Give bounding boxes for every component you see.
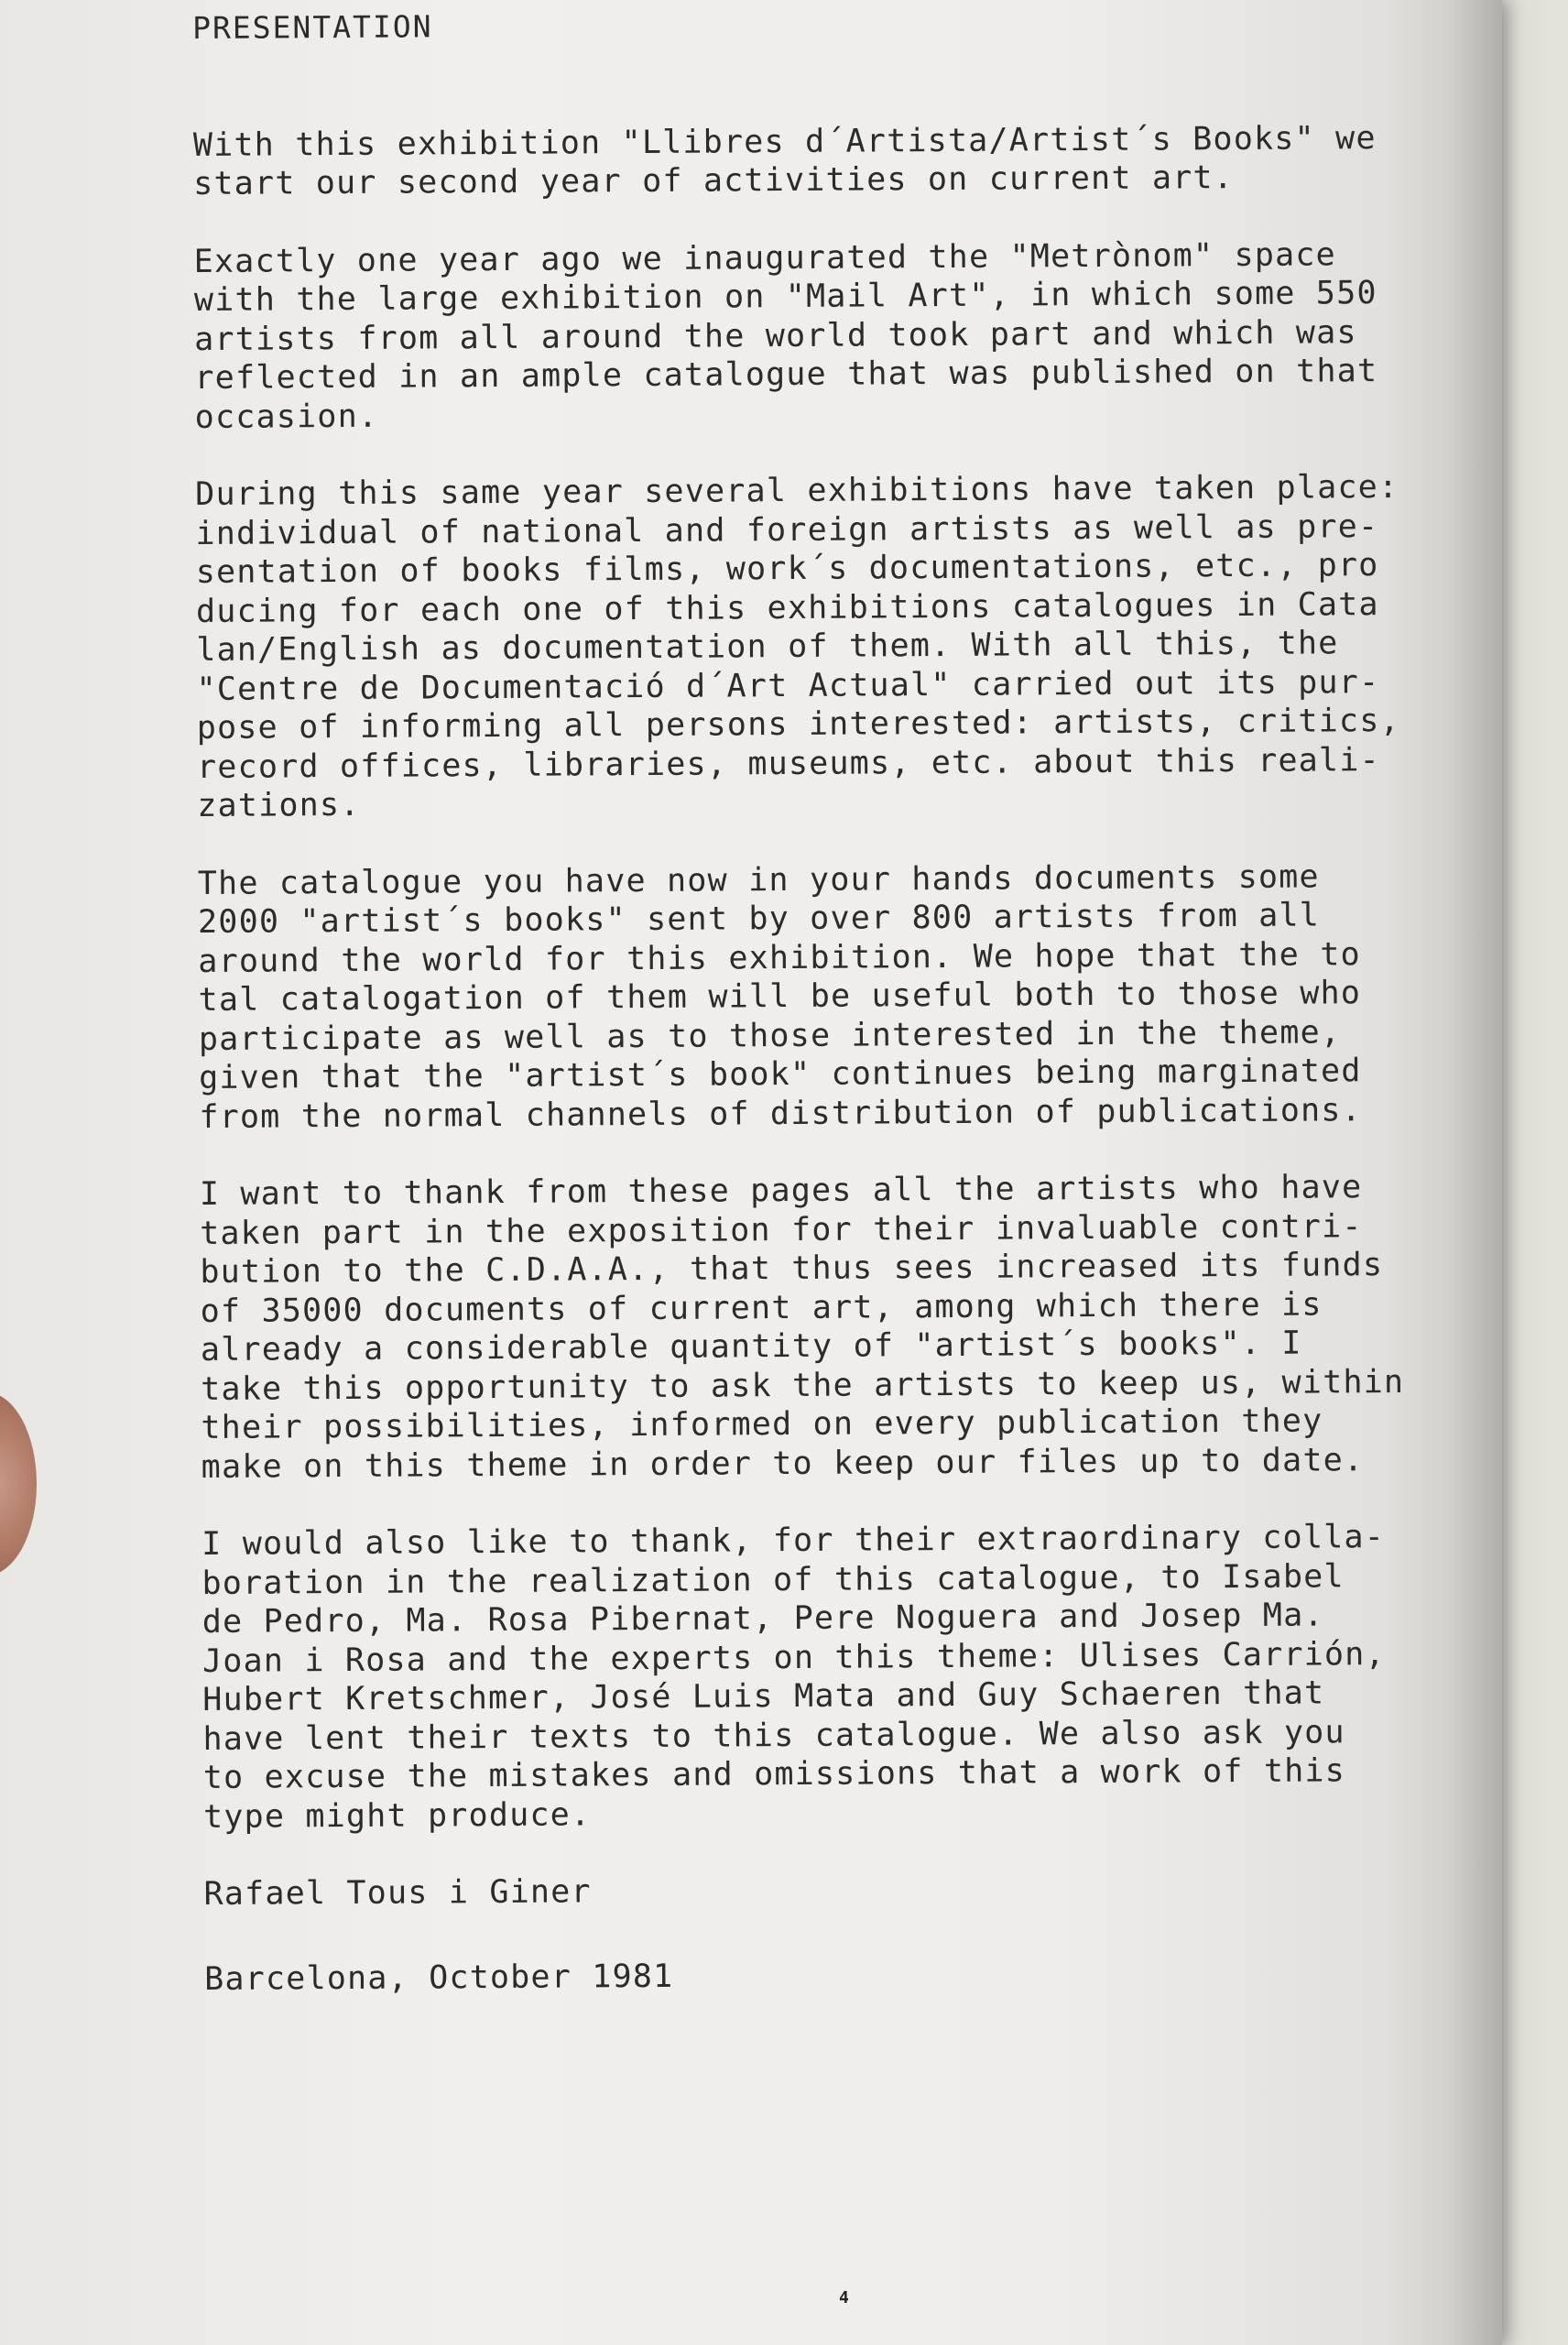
text-line: around the world for this exhibition. We hope that the to	[198, 935, 1361, 980]
text-line: record offices, libraries, museums, etc. about this reali-	[196, 741, 1380, 786]
text-line: sentation of books films, work´s documentations, etc., pro	[195, 547, 1379, 591]
text-line: artists from all around the world took part and which was	[194, 313, 1357, 358]
text-line: have lent their texts to this catalogue. We also ask you	[202, 1713, 1345, 1758]
text-line: reflected in an ample catalogue that was published on that	[194, 353, 1378, 397]
text-line: The catalogue you have now in your hands documents some	[197, 857, 1320, 902]
text-line: start our second year of activities on current art.	[193, 159, 1235, 202]
paragraph-thanks-artists	[200, 1167, 1502, 1487]
text-line: zations.	[197, 786, 361, 824]
paragraph-thanks-collaborators	[201, 1517, 1504, 1837]
text-line: I want to thank from these pages all the artists who have	[199, 1169, 1363, 1213]
text-line: their possibilities, informed on every publication they	[201, 1402, 1323, 1446]
text-line: pose of informing all persons interested: artists, critics,	[196, 702, 1400, 747]
text-line: participate as well as to those interested in the theme,	[198, 1013, 1342, 1058]
paragraph-intro	[193, 118, 1494, 204]
text-line: type might produce.	[202, 1795, 592, 1836]
paragraph-exhibitions	[195, 467, 1497, 825]
text-line: ducing for each one of this exhibitions catalogues in Cata	[195, 585, 1379, 630]
text-line: make on this theme in order to keep our files up to date.	[201, 1441, 1365, 1486]
text-line: given that the "artist´s book" continues being marginated	[199, 1053, 1362, 1096]
paragraph-metronom	[194, 234, 1496, 437]
place-and-date: Barcelona, October 1981	[204, 1958, 674, 1998]
page-title: PRESENTATION	[192, 8, 433, 46]
text-line: I would also like to thank, for their extraordinary colla-	[201, 1519, 1386, 1563]
text-line: 2000 "artist´s books" sent by over 800 artists from all	[197, 897, 1321, 941]
text-line: already a considerable quantity of "artist´s books". I	[200, 1325, 1302, 1369]
text-line: with the large exhibition on "Mail Art", in which some 550	[193, 275, 1377, 319]
text-line: Hubert Kretschmer, José Luis Mata and Guy Schaeren that	[202, 1674, 1325, 1718]
page-number: 4	[839, 2288, 849, 2307]
text-line: tal catalogation of them will be useful both to those who	[198, 975, 1362, 1019]
text-line: take this opportunity to ask the artists to keep us, within	[201, 1363, 1405, 1408]
text-line: from the normal channels of distribution of publications.	[199, 1091, 1362, 1136]
text-line: bution to the C.D.A.A., that thus sees increased its funds	[200, 1247, 1384, 1291]
typed-text-body	[192, 1, 1505, 1999]
text-line: taken part in the exposition for their invaluable contri-	[200, 1207, 1363, 1252]
text-line: Joan i Rosa and the experts on this theme: Ulises Carrión,	[201, 1635, 1386, 1680]
signature-name: Rafael Tous i Giner	[203, 1873, 592, 1913]
paragraph-catalogue	[198, 856, 1500, 1137]
text-line: individual of national and foreign artists as well as pre-	[195, 507, 1379, 552]
text-line: With this exhibition "Llibres d´Artista/Artist´s Books" we	[192, 119, 1377, 164]
text-line: to excuse the mistakes and omissions that a work of this	[202, 1752, 1346, 1796]
text-line: During this same year several exhibitions have taken place:	[195, 468, 1399, 513]
text-line: de Pedro, Ma. Rosa Pibernat, Pere Noguera and Josep Ma.	[201, 1597, 1324, 1641]
text-line: boration in the realization of this catalogue, to Isabel	[201, 1557, 1345, 1602]
text-line: "Centre de Documentació d´Art Actual" carried out its pur-	[196, 663, 1380, 708]
text-line: of 35000 documents of current art, among which there is	[200, 1285, 1323, 1330]
text-line: lan/English as documentation of them. With all this, the	[196, 625, 1339, 669]
text-line: occasion.	[194, 398, 379, 436]
text-line: Exactly one year ago we inaugurated the "Metrònom" space	[193, 235, 1337, 280]
